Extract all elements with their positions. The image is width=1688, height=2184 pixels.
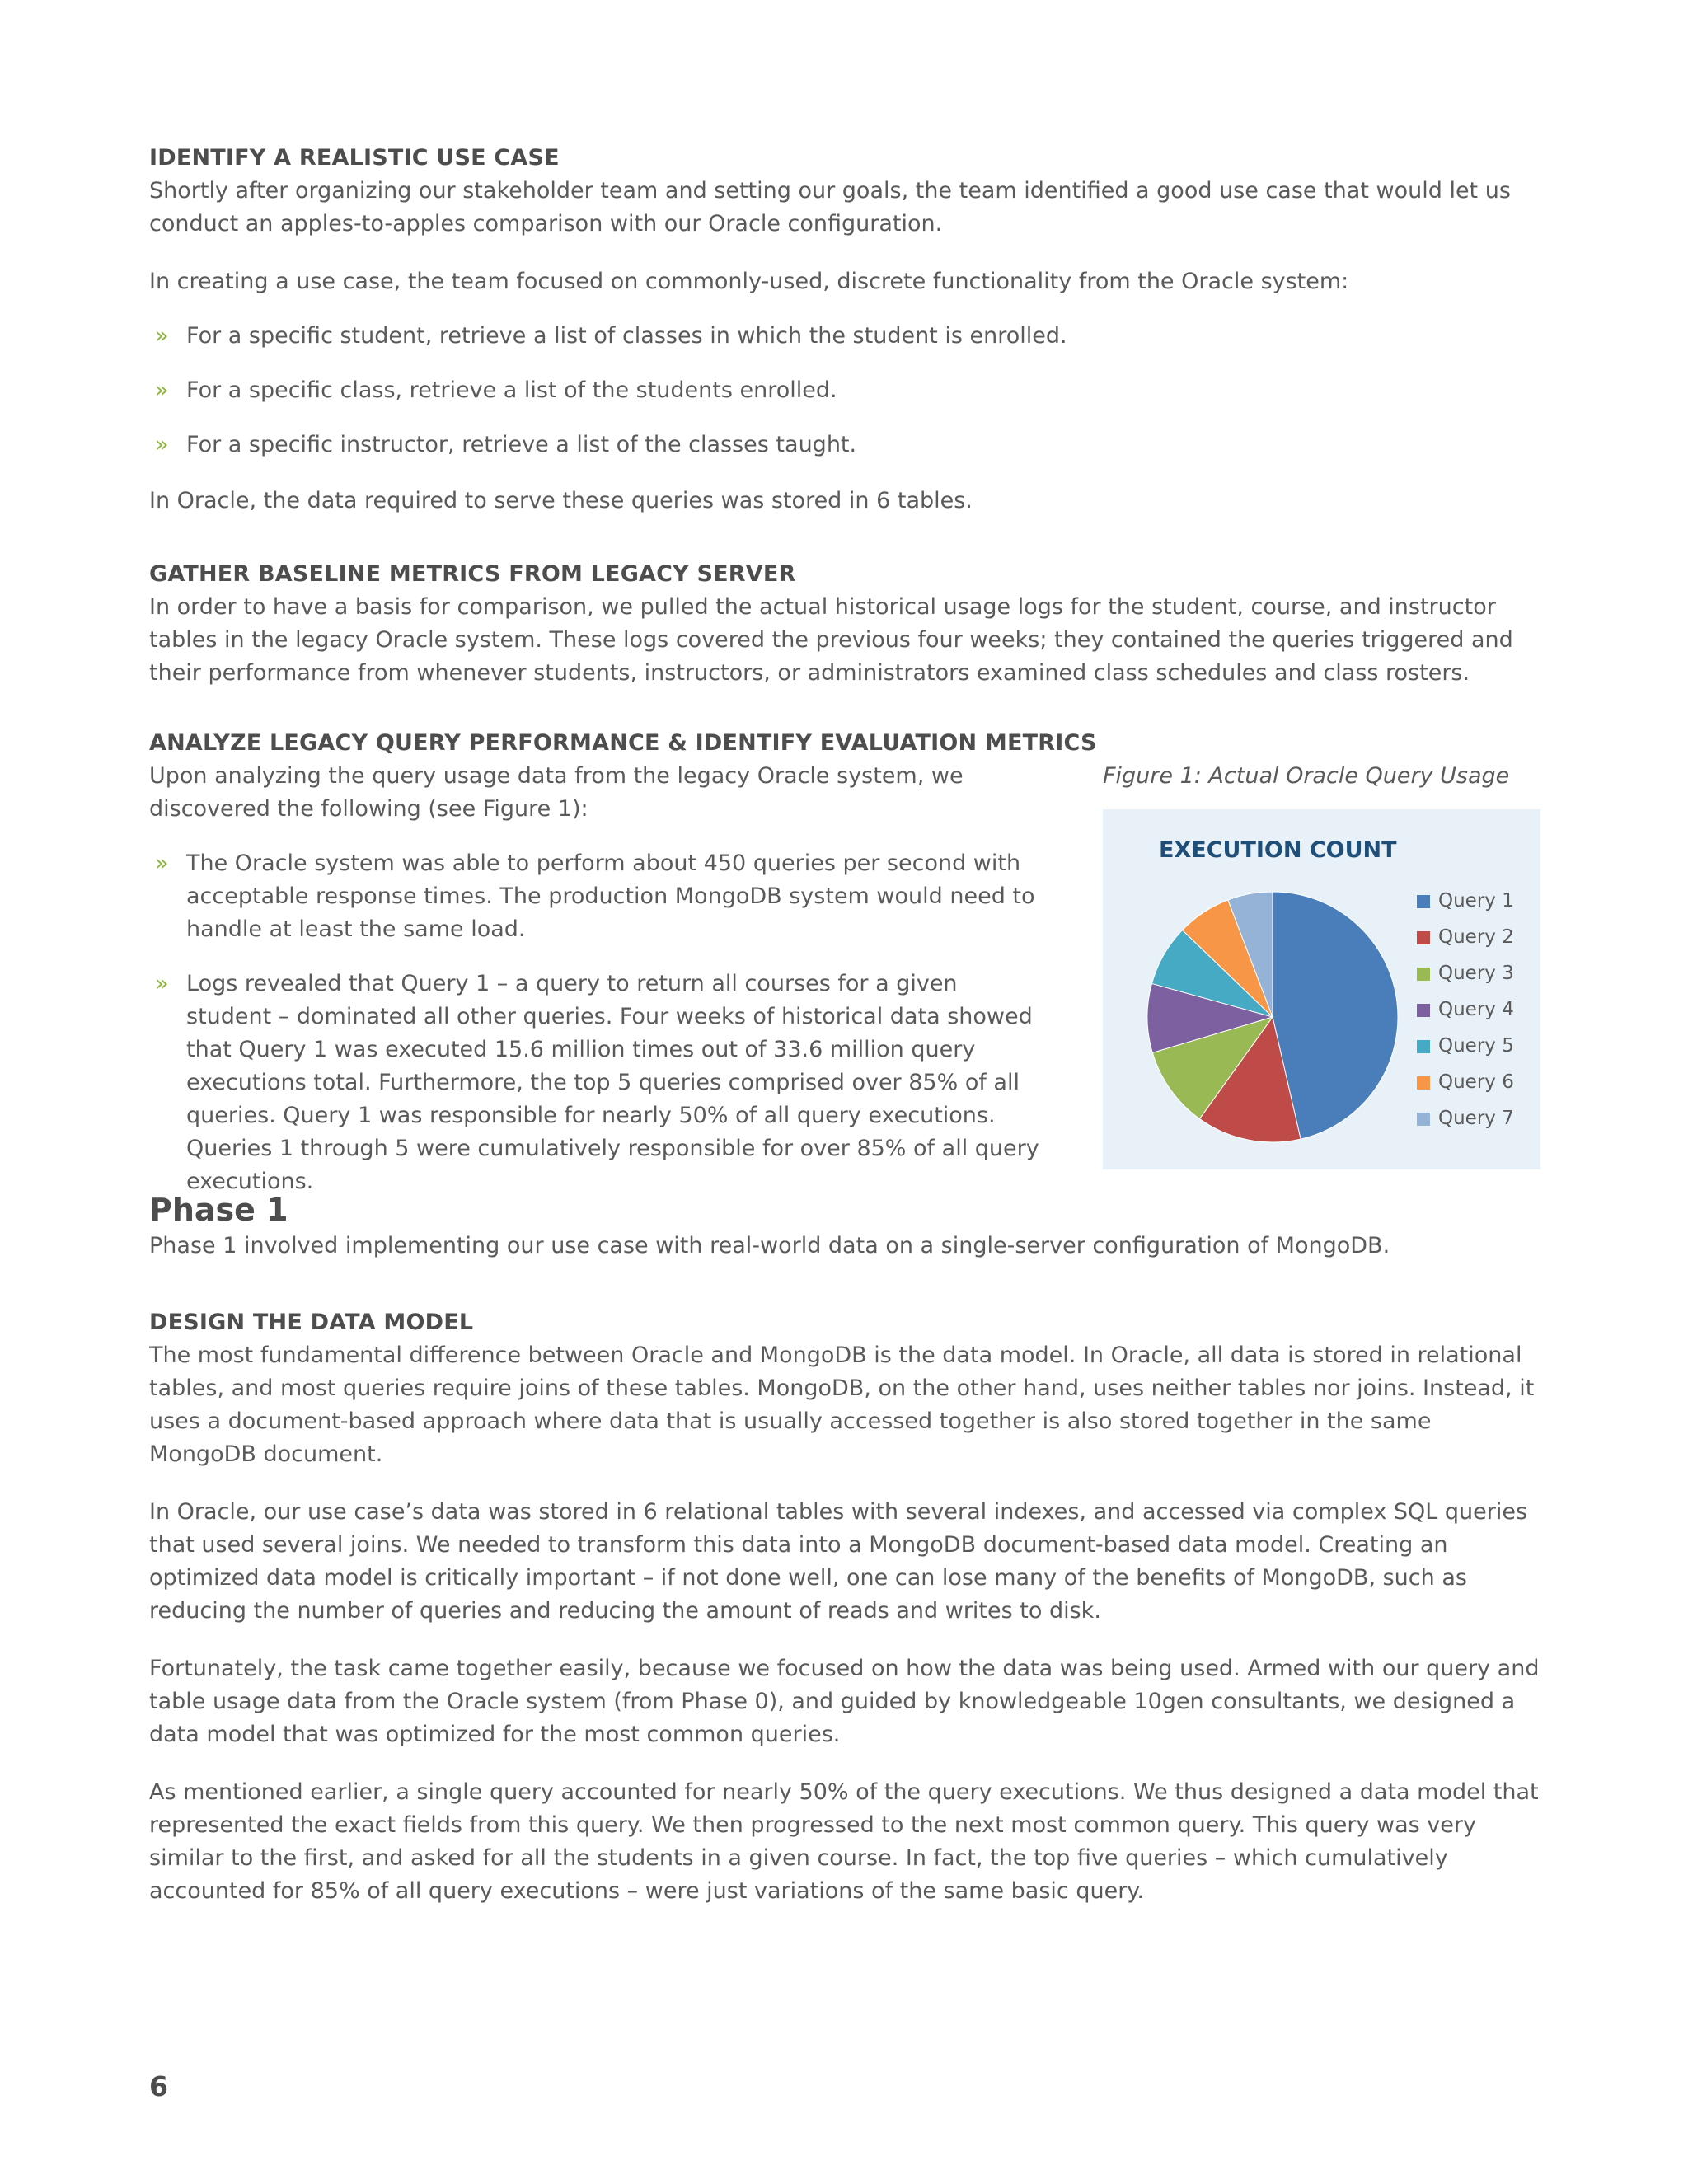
pie-chart [1132, 877, 1413, 1157]
use-case-intro: Shortly after organizing our stakeholder team and setting our goals, the team identified a good use case that would let us conduct an apples-to-apples comparison with our Oracle configuration. [149, 178, 1511, 237]
legend-label: Query 4 [1438, 999, 1514, 1020]
list-item: » The Oracle system was able to perform about 450 queries per second with acceptable response times. The production MongoDB system would need to handle at least the same load. [149, 847, 1048, 946]
use-case-list [149, 320, 1542, 462]
legend-swatch [1417, 1113, 1430, 1126]
legend-label: Query 7 [1438, 1108, 1514, 1129]
analyze-intro: Upon analyzing the query usage data from the legacy Oracle system, we discovered the following (see Figure 1): [149, 763, 964, 822]
data-model-p1: The most fundamental difference between Oracle and MongoDB is the data model. In Oracle, all data is stored in relational tables, and most queries require joins of these tables. MongoDB, on the other hand, uses neither tables nor joins. Instead, it uses a document-based approach where data that is usually accessed together is also stored together in the same MongoDB document. [149, 1343, 1535, 1467]
analyze-column [149, 760, 1048, 1198]
chevron-bullet-icon: » [155, 432, 169, 457]
page-number: 6 [149, 2070, 168, 2102]
legend-swatch [1417, 931, 1430, 944]
legend-label: Query 6 [1438, 1071, 1514, 1093]
data-model-p3: Fortunately, the task came together easily, because we focused on how the data was being used. Armed with our query and table usage data from the Oracle system (from Phase 0), and guided by knowledgeable 10gen consultants, we designed a data model that was optimized for the most common queries. [149, 1656, 1540, 1747]
heading-use-case: IDENTIFY A REALISTIC USE CASE [149, 145, 560, 171]
use-case-focus: In creating a use case, the team focused on commonly-used, discrete functionality from the Oracle system: [149, 269, 1349, 294]
legend-label: Query 1 [1438, 890, 1514, 912]
phase-title: Phase 1 [149, 1192, 288, 1228]
legend-label: Query 5 [1438, 1035, 1514, 1057]
section-data-model [149, 1306, 1542, 1908]
baseline-text: In order to have a basis for comparison, we pulled the actual historical usage logs for the student, course, and instructor tables in the legacy Oracle system. These logs covered the previous four weeks; they contained the queries triggered and their performance from whenever students, instructors, or administrators examined class schedules and class rosters. [149, 594, 1513, 686]
analyze-list [149, 847, 1048, 1198]
legend-swatch [1417, 1076, 1430, 1090]
legend-swatch [1417, 895, 1430, 908]
figure-caption: Figure 1: Actual Oracle Query Usage [1103, 763, 1510, 789]
list-item: » Logs revealed that Query 1 – a query to return all courses for a given student – dominated all other queries. Four weeks of historical data showed that Query 1 was executed 15.6 million times out of 33.6 million query executions total. Furthermore, the top 5 queries comprised over 85% of all queries. Query 1 was responsible for nearly 50% of all query executions. Queries 1 through 5 were cumulatively responsible for over 85% of all query executions. [149, 968, 1048, 1198]
data-model-p4: As mentioned earlier, a single query accounted for nearly 50% of the query executions. We thus designed a data model that represented the exact fields from this query. We then progressed to the next most common query. This query was very similar to the first, and asked for all the students in a given course. In fact, the top five queries – which cumulatively accounted for 85% of all query executions – were just variations of the same basic query. [149, 1779, 1539, 1904]
section-use-case [149, 142, 1542, 518]
chevron-bullet-icon: » [155, 971, 169, 996]
chart-title: EXECUTION COUNT [1159, 837, 1397, 863]
chevron-bullet-icon: » [155, 323, 169, 349]
execution-count-chart [1103, 809, 1540, 1169]
legend-label: Query 3 [1438, 963, 1514, 984]
use-case-tables: In Oracle, the data required to serve these queries was stored in 6 tables. [149, 488, 973, 513]
phase-1-intro: Phase 1 involved implementing our use case with real-world data on a single-server configuration of MongoDB. [149, 1233, 1390, 1258]
heading-data-model: DESIGN THE DATA MODEL [149, 1310, 474, 1335]
list-item: » For a specific instructor, retrieve a list of the classes taught. [149, 429, 1542, 462]
legend-swatch [1417, 968, 1430, 981]
data-model-p2: In Oracle, our use case’s data was stored in 6 relational tables with several indexes, and accessed via complex SQL queries that used several joins. We needed to transform this data into a MongoDB document-based data model. Creating an optimized data model is critically important – if not done well, one can lose many of the benefits of MongoDB, such as reducing the number of queries and reducing the amount of reads and writes to disk. [149, 1499, 1528, 1624]
section-phase-1 [149, 1190, 1542, 1263]
chevron-bullet-icon: » [155, 377, 169, 403]
chevron-bullet-icon: » [155, 851, 169, 876]
section-baseline [149, 558, 1542, 690]
legend-label: Query 2 [1438, 926, 1514, 948]
legend-swatch [1417, 1040, 1430, 1053]
legend-swatch [1417, 1004, 1430, 1017]
list-item: » For a specific class, retrieve a list of the students enrolled. [149, 374, 1542, 407]
heading-analyze: ANALYZE LEGACY QUERY PERFORMANCE & IDENTIFY EVALUATION METRICS [149, 730, 1097, 756]
heading-baseline: GATHER BASELINE METRICS FROM LEGACY SERVER [149, 561, 796, 587]
list-item: » For a specific student, retrieve a list of classes in which the student is enrolled. [149, 320, 1542, 353]
